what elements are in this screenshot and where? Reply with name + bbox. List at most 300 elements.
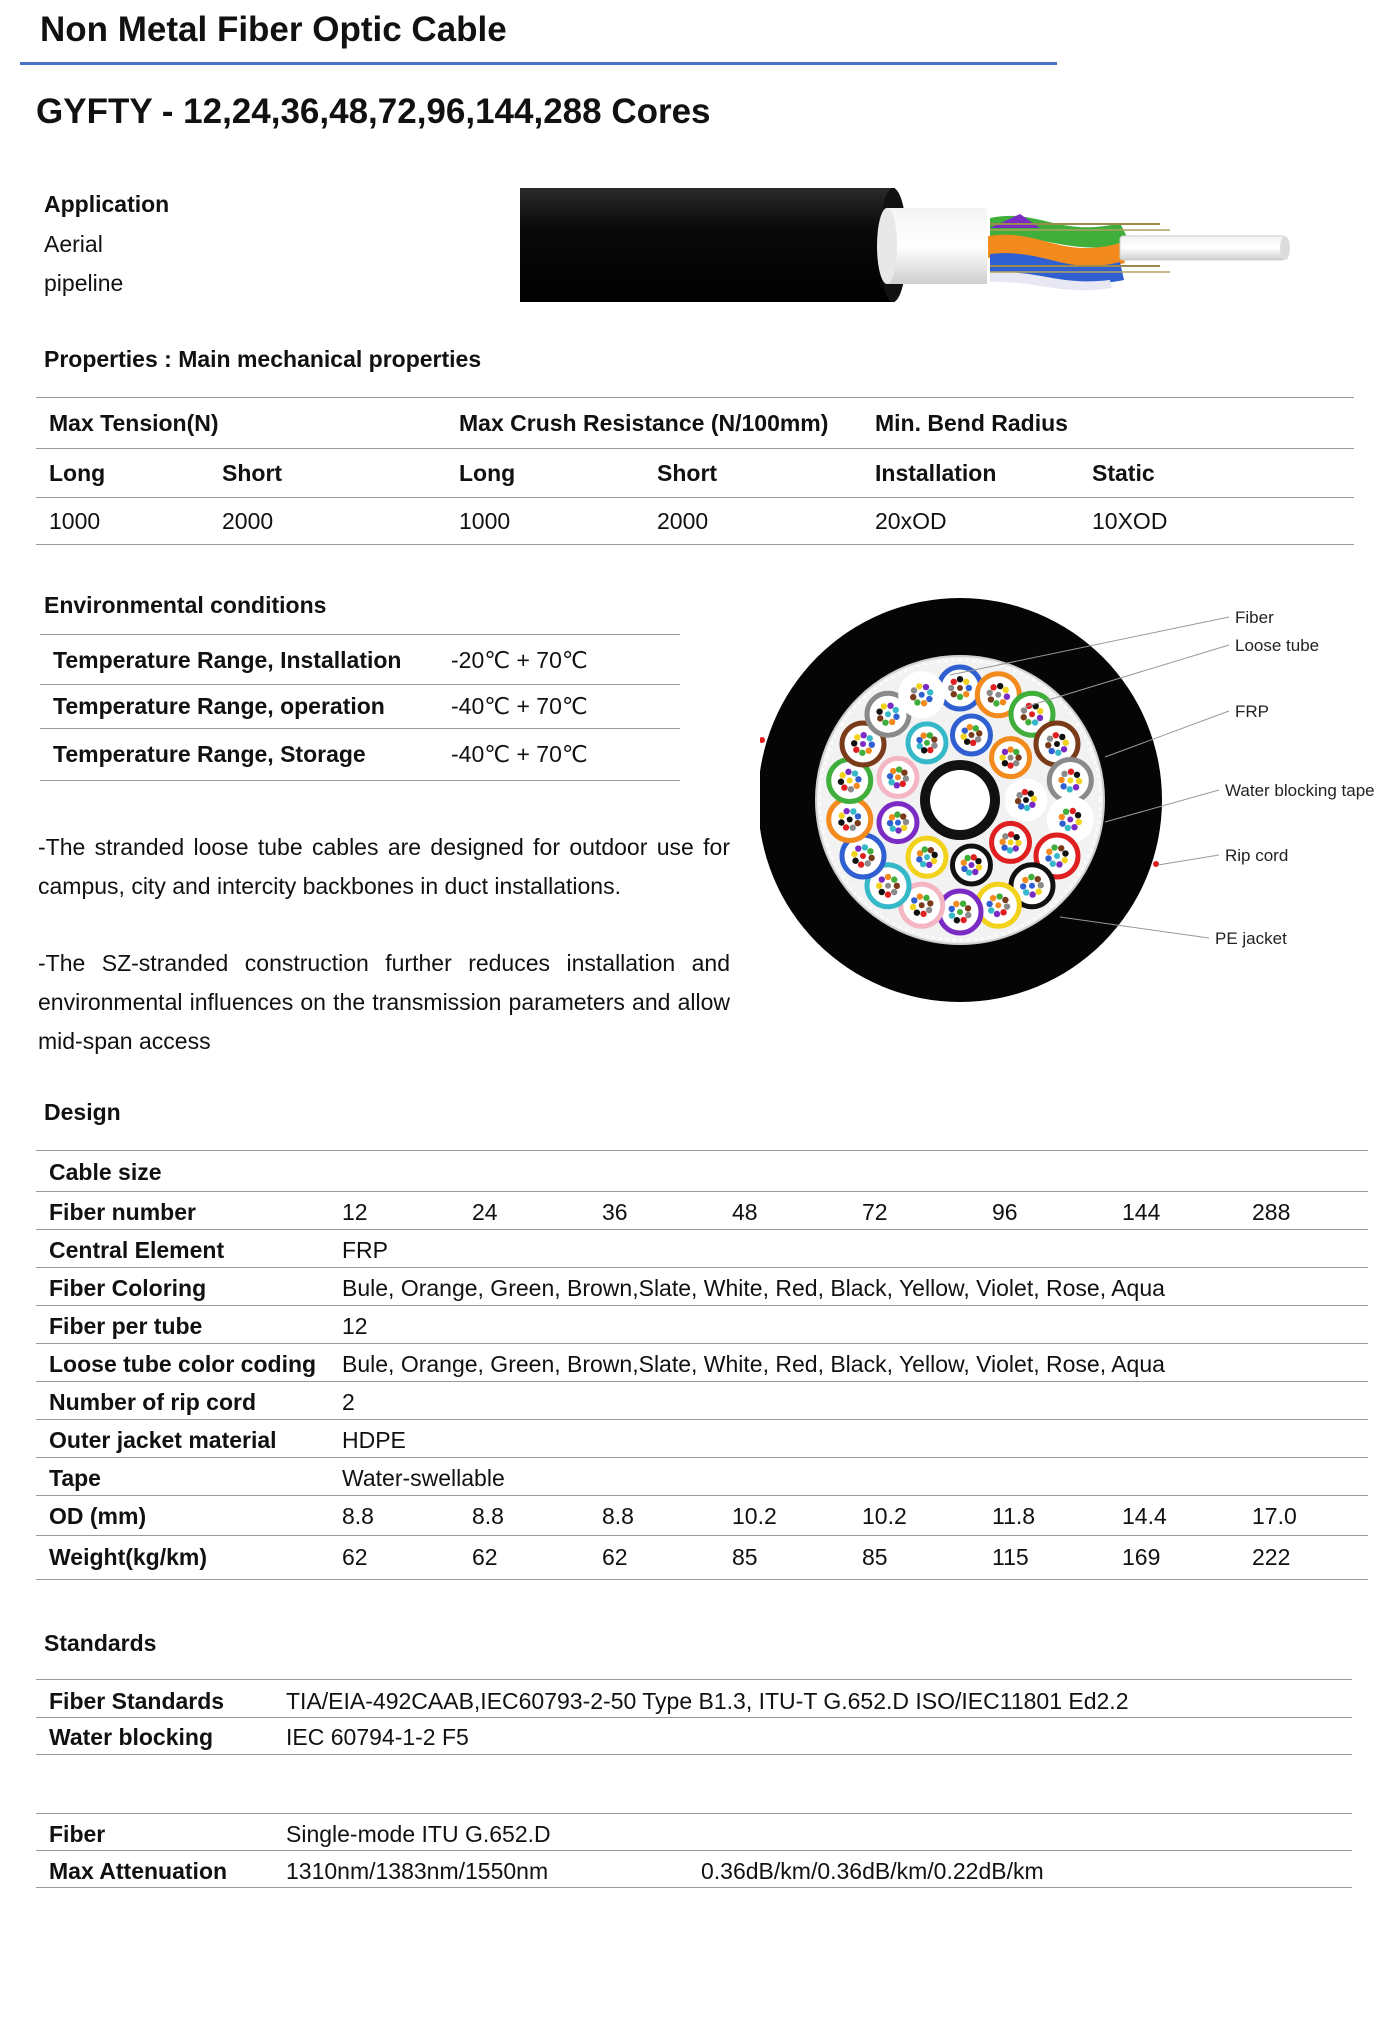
table-rule	[36, 1579, 1368, 1580]
fiber	[895, 820, 901, 826]
fiber	[997, 683, 1003, 689]
design-label: Loose tube color coding	[49, 1351, 317, 1377]
fiber	[887, 703, 893, 709]
fiber	[1035, 888, 1041, 894]
fiber	[990, 895, 996, 901]
table-rule	[36, 1535, 1368, 1536]
env-label: Temperature Range, operation	[53, 693, 385, 719]
fiber	[924, 854, 930, 860]
fiber	[868, 855, 874, 861]
fiber-number-cell: 96	[992, 1199, 1018, 1225]
fiber	[851, 851, 857, 857]
diagram-label: Water blocking tape	[1225, 781, 1375, 800]
fiber	[1000, 909, 1006, 915]
fiber	[1051, 844, 1057, 850]
fiber	[927, 689, 933, 695]
fiber	[964, 855, 970, 861]
attenuation-wavelengths: 1310nm/1383nm/1550nm	[286, 1858, 549, 1884]
fiber	[951, 691, 957, 697]
weight-cell: 62	[342, 1544, 368, 1570]
design-label: Number of rip cord	[49, 1389, 257, 1415]
fiber	[924, 740, 930, 746]
fiber	[1015, 840, 1021, 846]
fiber	[1008, 755, 1014, 761]
fiber	[838, 779, 844, 785]
fiber-number-cell: 144	[1122, 1199, 1161, 1225]
description-paragraph: -The stranded loose tube cables are designed for outdoor use for campus, city and intercity backbones in duct installations.	[38, 834, 730, 899]
fiber-number-cell: 36	[602, 1199, 628, 1225]
fiber	[931, 736, 937, 742]
fiber	[1056, 861, 1062, 867]
design-value: Water-swellable	[342, 1465, 505, 1491]
fiber	[1024, 805, 1030, 811]
fiber	[919, 902, 925, 908]
fiber	[867, 735, 873, 741]
fiber	[850, 808, 856, 814]
property-value: 1000	[49, 508, 101, 534]
fiber	[843, 824, 849, 830]
fiber	[968, 732, 974, 738]
cable-cross-section-diagram	[760, 597, 1400, 1017]
standards-label: Water blocking	[49, 1724, 213, 1750]
fiber	[949, 912, 955, 918]
fiber	[1038, 882, 1044, 888]
fiber	[1054, 741, 1060, 747]
group-header: Min. Bend Radius	[875, 410, 1068, 436]
table-rule	[36, 1381, 1368, 1382]
fiber	[885, 711, 891, 717]
fiber	[914, 699, 920, 705]
sub-header: Long	[459, 460, 516, 486]
fiber	[916, 856, 922, 862]
fiber	[1065, 825, 1071, 831]
fiber	[1058, 845, 1064, 851]
fiber	[900, 781, 906, 787]
fiber	[901, 825, 907, 831]
standards-heading: Standards	[44, 1630, 157, 1656]
fiber	[976, 730, 982, 736]
fiber	[1002, 760, 1008, 766]
fiber	[920, 911, 926, 917]
fiber	[893, 714, 899, 720]
fiber	[1025, 719, 1031, 725]
fiber	[847, 816, 853, 822]
application-item: pipeline	[44, 270, 124, 296]
fiber	[1004, 693, 1010, 699]
fiber	[1045, 855, 1051, 861]
fiber	[957, 676, 963, 682]
env-label: Temperature Range, Storage	[53, 741, 366, 767]
fiber	[1075, 812, 1081, 818]
label-leader-line	[1158, 855, 1219, 865]
fiber	[838, 813, 844, 819]
fiber	[990, 684, 996, 690]
fiber	[1020, 883, 1026, 889]
fiber	[957, 694, 963, 700]
table-rule	[40, 634, 680, 635]
sub-header: Short	[222, 460, 283, 486]
cable-side-view-image	[520, 188, 1310, 304]
fiber	[876, 708, 882, 714]
fiber	[996, 893, 1002, 899]
fiber	[911, 687, 917, 693]
fiber	[961, 866, 967, 872]
design-label: Cable size	[49, 1159, 162, 1185]
attenuation-values: 0.36dB/km/0.36dB/km/0.22dB/km	[701, 1858, 1044, 1884]
fiber	[865, 860, 871, 866]
fiber	[853, 747, 859, 753]
weight-cell: 62	[602, 1544, 628, 1570]
fiber-number-cell: 24	[472, 1199, 498, 1225]
fiber	[963, 679, 969, 685]
fiber	[963, 691, 969, 697]
fiber	[885, 891, 891, 897]
table-rule	[36, 1150, 1368, 1151]
env-value: -20℃ + 70℃	[451, 647, 588, 673]
table-rule	[36, 1343, 1368, 1344]
environment-heading: Environmental conditions	[44, 592, 327, 618]
fiber	[914, 909, 920, 915]
fiber	[890, 825, 896, 831]
fiber	[855, 820, 861, 826]
property-value: 10XOD	[1092, 508, 1168, 534]
design-label: Weight(kg/km)	[49, 1544, 208, 1570]
table-rule	[36, 1679, 1352, 1680]
table-rule	[36, 1419, 1368, 1420]
fiber	[1071, 824, 1077, 830]
env-label: Temperature Range, Installation	[53, 647, 402, 673]
fiber-spec-value: Single-mode ITU G.652.D	[286, 1821, 551, 1847]
fiber	[1068, 769, 1074, 775]
diagram-label: Loose tube	[1235, 636, 1320, 655]
fiber-spec-label: Max Attenuation	[49, 1858, 228, 1884]
fiber	[894, 811, 900, 817]
fiber	[850, 825, 856, 831]
od-cell: 17.0	[1252, 1503, 1297, 1529]
property-value: 20xOD	[875, 508, 947, 534]
table-rule	[36, 544, 1354, 545]
fiber	[845, 769, 851, 775]
fiber	[887, 820, 893, 826]
fiber	[926, 907, 932, 913]
table-rule	[36, 1229, 1368, 1230]
fiber	[948, 685, 954, 691]
table-rule	[36, 448, 1354, 449]
fiber	[999, 754, 1005, 760]
table-rule	[36, 1887, 1352, 1888]
fiber	[965, 912, 971, 918]
fiber	[1060, 783, 1066, 789]
fiber	[1029, 883, 1035, 889]
weight-cell: 115	[992, 1544, 1029, 1570]
rip-cord	[1153, 861, 1159, 867]
table-rule	[36, 1850, 1352, 1851]
fiber	[1059, 820, 1065, 826]
fiber	[858, 861, 864, 867]
fiber	[888, 779, 894, 785]
fiber	[891, 889, 897, 895]
od-cell: 10.2	[862, 1503, 907, 1529]
standards-value: TIA/EIA-492CAAB,IEC60793-2-50 Type B1.3, ITU-T G.652.D ISO/IEC11801 Ed2.2	[286, 1688, 1129, 1714]
fiber	[1002, 833, 1008, 839]
fiber	[895, 827, 901, 833]
fiber	[1007, 746, 1013, 752]
table-rule	[40, 728, 680, 729]
fiber	[970, 740, 976, 746]
fiber	[960, 733, 966, 739]
rip-cord	[760, 737, 765, 743]
fiber	[879, 876, 885, 882]
properties-heading: Properties : Main mechanical properties	[44, 346, 482, 372]
fiber	[1049, 748, 1055, 754]
fiber	[1002, 897, 1008, 903]
table-rule	[36, 1191, 1368, 1192]
fiber	[986, 901, 992, 907]
sub-header: Long	[49, 460, 106, 486]
fiber	[927, 747, 933, 753]
fiber	[923, 895, 929, 901]
fiber-number-cell: 12	[342, 1199, 368, 1225]
weight-cell: 169	[1122, 1544, 1161, 1570]
fiber	[848, 786, 854, 792]
fiber	[854, 783, 860, 789]
design-heading: Design	[44, 1099, 121, 1125]
fiber-number-cell: 288	[1252, 1199, 1291, 1225]
fiber	[862, 844, 868, 850]
fiber	[1063, 808, 1069, 814]
fiber	[860, 853, 866, 859]
sub-header: Installation	[875, 460, 997, 486]
fiber	[869, 741, 875, 747]
fiber	[957, 909, 963, 915]
od-cell: 8.8	[602, 1503, 634, 1529]
fiber	[894, 883, 900, 889]
fiber	[882, 719, 888, 725]
fiber	[1037, 708, 1043, 714]
weight-cell: 85	[732, 1544, 758, 1570]
fiber	[993, 700, 999, 706]
fiber	[988, 907, 994, 913]
fiber	[957, 685, 963, 691]
fiber	[1013, 760, 1019, 766]
fiber	[926, 696, 932, 702]
fiber	[1046, 849, 1052, 855]
fiber	[1004, 903, 1010, 909]
fiber	[890, 768, 896, 774]
fiber	[1058, 777, 1064, 783]
table-rule	[36, 1267, 1368, 1268]
fiber	[949, 906, 955, 912]
fiber	[860, 741, 866, 747]
fiber	[1029, 891, 1035, 897]
fiber	[881, 703, 887, 709]
fiber	[901, 769, 907, 775]
fiber	[1007, 762, 1013, 768]
fiber	[928, 847, 934, 853]
fiber	[852, 770, 858, 776]
od-cell: 10.2	[732, 1503, 777, 1529]
fiber	[921, 700, 927, 706]
fiber	[922, 846, 928, 852]
fiber	[889, 719, 895, 725]
diagram-label: Fiber	[1235, 608, 1274, 627]
fiber	[910, 904, 916, 910]
application-heading: Application	[44, 191, 170, 217]
frp-central-element	[930, 770, 990, 830]
fiber	[855, 776, 861, 782]
fiber	[1074, 772, 1080, 778]
fiber	[1076, 778, 1082, 784]
fiber	[867, 848, 873, 854]
fiber	[1037, 715, 1043, 721]
fiber	[1000, 699, 1006, 705]
standards-value: IEC 60794-1-2 F5	[286, 1724, 469, 1750]
table-rule	[36, 1305, 1368, 1306]
fiber	[1059, 814, 1065, 820]
fiber	[911, 897, 917, 903]
table-rule	[36, 1495, 1368, 1496]
fiber	[1067, 778, 1073, 784]
fiber	[895, 774, 901, 780]
weight-cell: 222	[1252, 1544, 1291, 1570]
fiber	[1073, 784, 1079, 790]
sub-header: Static	[1092, 460, 1155, 486]
fiber	[900, 813, 906, 819]
table-rule	[36, 1717, 1352, 1718]
fiber	[1013, 749, 1019, 755]
design-label: Central Element	[49, 1237, 225, 1263]
fiber	[1061, 746, 1067, 752]
fiber	[852, 858, 858, 864]
fiber	[859, 750, 865, 756]
fiber	[876, 883, 882, 889]
fiber	[999, 839, 1005, 845]
fiber	[972, 869, 978, 875]
page-subtitle: GYFTY - 12,24,36,48,72,96,144,288 Cores	[36, 92, 711, 131]
fiber	[1023, 889, 1029, 895]
fiber	[923, 684, 929, 690]
design-value: 2	[342, 1389, 355, 1415]
fiber	[1061, 771, 1067, 777]
sub-header: Short	[657, 460, 718, 486]
fiber	[965, 905, 971, 911]
fiber	[994, 911, 1000, 917]
fiber	[921, 732, 927, 738]
design-value: Bule, Orange, Green, Brown,Slate, White, Red, Black, Yellow, Violet, Rose, Aqua	[342, 1275, 1165, 1301]
fiber	[954, 917, 960, 923]
fiber	[988, 696, 994, 702]
weight-cell: 85	[862, 1544, 888, 1570]
design-value: 12	[342, 1313, 368, 1339]
od-cell: 14.4	[1122, 1503, 1167, 1529]
weight-cell: 62	[472, 1544, 498, 1570]
fiber	[1021, 714, 1027, 720]
fiber-number-cell: 72	[862, 1199, 888, 1225]
fiber	[1029, 711, 1035, 717]
fiber-number-cell: 48	[732, 1199, 758, 1225]
table-rule	[36, 1754, 1352, 1755]
design-label: Fiber number	[49, 1199, 196, 1225]
env-value: -40℃ + 70℃	[451, 693, 588, 719]
fiber	[1035, 876, 1041, 882]
fiber	[1002, 749, 1008, 755]
fiber	[879, 889, 885, 895]
fiber-spec-label: Fiber	[49, 1821, 106, 1847]
fiber	[838, 819, 844, 825]
fiber	[967, 724, 973, 730]
fiber	[960, 901, 966, 907]
fiber	[1015, 754, 1021, 760]
property-value: 2000	[222, 508, 274, 534]
fiber	[1018, 803, 1024, 809]
env-value: -40℃ + 70℃	[451, 741, 588, 767]
table-rule	[36, 497, 1354, 498]
fiber	[893, 707, 899, 713]
fiber	[921, 747, 927, 753]
fiber	[995, 692, 1001, 698]
table-rule	[36, 1457, 1368, 1458]
fiber	[1013, 845, 1019, 851]
fiber	[919, 692, 925, 698]
fiber	[885, 874, 891, 880]
fiber	[1028, 874, 1034, 880]
fiber	[1055, 750, 1061, 756]
fiber	[854, 734, 860, 740]
fiber	[1013, 834, 1019, 840]
design-label: Fiber per tube	[49, 1313, 203, 1339]
fiber	[995, 902, 1001, 908]
diagram-label: PE jacket	[1215, 929, 1287, 948]
fiber	[968, 862, 974, 868]
fiber	[917, 893, 923, 899]
fiber	[1066, 786, 1072, 792]
fiber	[841, 784, 847, 790]
fiber	[1054, 853, 1060, 859]
title-divider	[20, 62, 1057, 65]
fiber	[986, 690, 992, 696]
fiber	[1070, 808, 1076, 814]
fiber	[1050, 861, 1056, 867]
fiber	[951, 679, 957, 685]
fiber	[1021, 707, 1027, 713]
group-header: Max Crush Resistance (N/100mm)	[459, 410, 829, 436]
od-cell: 11.8	[992, 1503, 1036, 1529]
design-value: Bule, Orange, Green, Brown,Slate, White, Red, Black, Yellow, Violet, Rose, Aqua	[342, 1351, 1165, 1377]
fiber	[953, 901, 959, 907]
fiber	[839, 772, 845, 778]
table-rule	[36, 397, 1354, 398]
fiber	[855, 845, 861, 851]
fiber	[1059, 734, 1065, 740]
fiber	[1007, 847, 1013, 853]
fiber	[975, 858, 981, 864]
fiber	[966, 685, 972, 691]
design-label: Fiber Coloring	[49, 1275, 207, 1301]
fiber	[1031, 796, 1037, 802]
design-label: Outer jacket material	[49, 1427, 277, 1453]
standards-label: Fiber Standards	[49, 1688, 225, 1714]
fiber	[1001, 844, 1007, 850]
fiber	[1067, 816, 1073, 822]
table-rule	[36, 1813, 1352, 1814]
design-value: HDPE	[342, 1427, 406, 1453]
diagram-label: FRP	[1235, 702, 1269, 721]
fiber	[866, 748, 872, 754]
property-value: 1000	[459, 508, 511, 534]
diagram-label: Rip cord	[1225, 846, 1289, 865]
fiber	[891, 876, 897, 882]
fiber	[860, 732, 866, 738]
